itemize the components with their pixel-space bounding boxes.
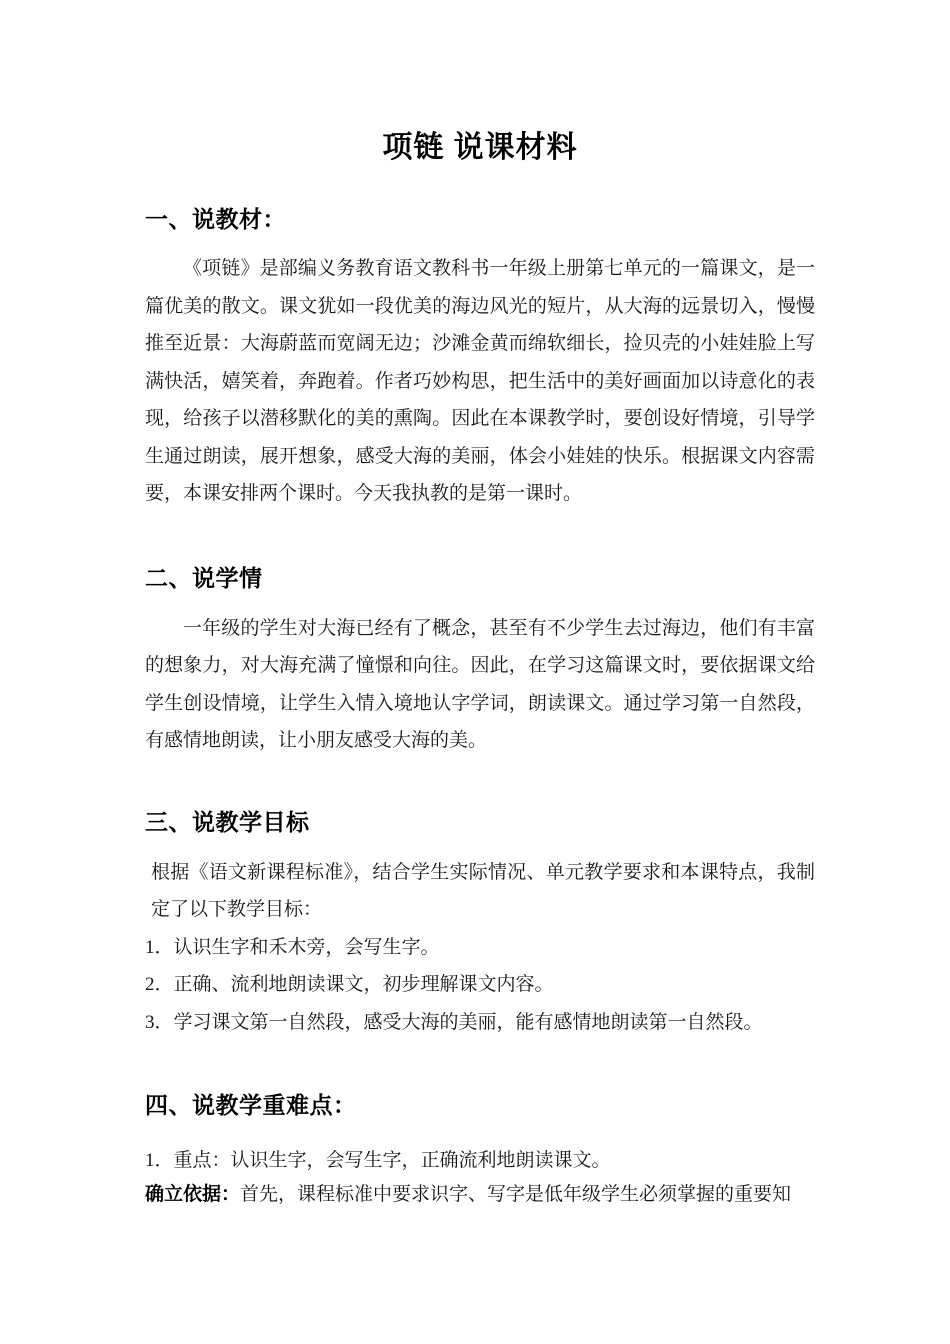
document-title: 项链 说课材料 [382, 131, 578, 164]
section-heading-learner-analysis: 二、说学情 [145, 564, 263, 591]
basis-label: 确立依据： [145, 1184, 241, 1205]
keypoint-item-1: 1．重点：认识生字，会写生字，正确流利地朗读课文。 [145, 1150, 611, 1171]
section-paragraph-teaching-material: 《项链》是部编义务教育语文教科书一年级上册第七单元的一篇课文，是一篇优美的散文。课文犹如一段优美的海边风光的短片，从大海的远景切入，慢慢推至近景：大海蔚蓝而宽阔无边；沙滩金黄而绵软细长，捡贝壳的小娃娃脸上写满快活，嬉笑着，奔跑着。作者巧妙构思，把生活中的美好画面加以诗意化的表现，给孩子以潜移默化的美的熏陶。因此在本课教学时，要创设好情境，引导学生通过朗读，展开想象，感受大海的美丽，体会小娃娃的快乐。根据课文内容需要，本课安排两个课时。今天我执教的是第一课时。 [145, 258, 815, 504]
teaching-goals-list [145, 929, 815, 1042]
basis-text: 首先，课程标准中要求识字、写字是低年级学生必须掌握的重要知 [240, 1184, 792, 1205]
section-heading-teaching-goals: 三、说教学目标 [145, 808, 310, 835]
section-heading-key-difficult-points: 四、说教学重难点： [145, 1092, 357, 1118]
goal-item-3: 3．学习课文第一自然段，感受大海的美丽，能有感情地朗读第一自然段。 [145, 1011, 763, 1033]
section-heading-teaching-material: 一、说教材： [145, 206, 286, 232]
goal-item-1: 1．认识生字和禾木旁，会写生字。 [145, 936, 440, 958]
section-paragraph-learner-analysis: 一年级的学生对大海已经有了概念，甚至有不少学生去过海边，他们有丰富的想象力，对大海充满了憧憬和向往。因此，在学习这篇课文时，要依据课文给学生创设情境，让学生入情入境地认字学词，朗读课文。通过学习第一自然段，有感情地朗读，让小朋友感受大海的美。 [145, 617, 815, 751]
basis-line [145, 1178, 815, 1212]
teaching-goals-intro: 根据《语文新课程标准》，结合学生实际情况、单元教学要求和本课特点，我制定了以下教学目标： [151, 861, 815, 920]
goal-item-2: 2．正确、流利地朗读课文，初步理解课文内容。 [145, 974, 554, 995]
